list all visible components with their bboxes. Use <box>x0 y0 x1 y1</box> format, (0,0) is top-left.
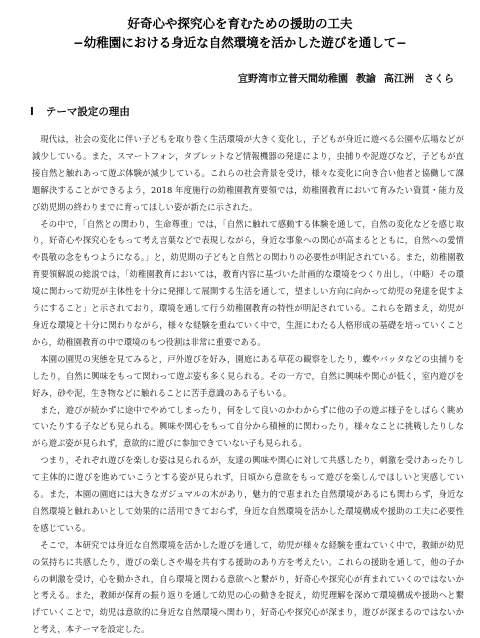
author-role: 教諭 <box>356 74 376 85</box>
paragraph: つまり，それぞれ遊びを楽しむ姿は見られるが，友達の興味や関心に対して共感したり，刺激を受けあったりして主体的に遊びを進めていこうとする姿が見られず，日頃から意欲をもって遊びを楽しんでほしいと実感している。また，本園の園庭には大きなガジュマルの木があり，魅力的で恵まれた自然環境があるにも関わらず，身近な自然環境と触れあいとして効果的に活用できておらず，身近な自然環境を活かした環境構成や援助の工夫に必要性を感じている。 <box>32 455 464 533</box>
section-heading <box>30 104 130 119</box>
section-body <box>32 131 464 638</box>
paragraph: そこで，本研究では身近な自然環境を活かした遊びを通して，幼児が様々な経験を重ねていく中で，教師が幼児の気持ちに共感したり，遊びの楽しさや場を共有する援助のあり方を考えたい。これらの援助を通して，他の子からの刺激を受け，心を動かされ，自ら環境と関わる意欲へと繋がり，好奇心や探究心が育まれていくのではないかと考える。また，教師が保育の振り返りを通して幼児の心の動きを捉え，幼児理解を深めて環境構成や援助へと繋げていくことで，幼児は意欲的に身近な自然環境へ関わり，好奇心や探究心が深まり，遊びが深まるのではないかと考え，本テーマを設定した。 <box>32 539 464 635</box>
section-number: Ⅰ <box>30 106 34 118</box>
paragraph: また，遊びが続かずに途中でやめてしまったり，何をして良いのかわからずに他の子の遊ぶ様子をしばらく眺めていたりする子なども見られる。興味や関心をもって自分から積極的に関わったり，様々なことに挑戦したりしながら遊ぶ姿が見られず，意欲的に遊びに参加できていない子も見られる。 <box>32 404 464 449</box>
paragraph: 現代は，社会の変化に伴い子どもを取り巻く生活環境が大きく変化し，子どもが身近に遊べる公園や広場などが減少している。また，スマートフォン，タブレットなど情報機器の発達により，虫捕りや泥遊びなど，子どもが直接自然と触れあって遊ぶ体験が減少している。これらの社会背景を受け，様々な変化に向き合い他者と協働して課題解決することができるよう，2018 年度施行の幼稚園教育要領では，幼稚園教育において育みたい資質・能力及び幼児期の終わりまでに育ってほしい姿が新たに示された。 <box>32 134 464 212</box>
author-line <box>230 70 454 85</box>
section-title: テーマ設定の理由 <box>45 106 130 118</box>
paragraph: その中で，「自然との関わり，生命尊重」では，「自然に触れて感動する体験を通して，自然の変化などを感じ取り，好奇心や探究心をもって考え言葉などで表現しながら，身近な事象への関心が高まるとともに，自然への愛情や畏敬の念をもつようになる。」と，幼児期の子どもと自然との関わりの必要性が明記されている。また，幼稚園教育要領解説の総説では，「幼稚園教育においては，教育内容に基づいた計画的な環境をつくり出し，（中略）その環境に関わって幼児が主体性を十分に発揮して展開する生活を通して，望ましい方向に向かって幼児の発達を促すようにすること」と示されており，環境を通して行う幼稚園教育の特性が明記されている。これらを踏まえ，幼児が身近な環境と十分に関わりながら，様々な経験を重ねていく中で，生涯にわたる人格形成の基礎を培っていくことから，幼稚園教育の中で環境のもつ役割は非常に重要である。 <box>32 218 464 347</box>
document-title: 好奇心や探究心を育むための援助の工夫 <box>127 16 353 31</box>
author-name: 高江洲 さくら <box>384 74 454 85</box>
paragraph: 本園の園児の実態を見てみると，戸外遊びを好み，園庭にある草花の観察をしたり，蝶やバッタなどの虫捕りをしたり，自然に興味をもって関わって遊ぶ姿も多く見られる。その一方で，自然に興味や関心が低く，室内遊びを好み，砂や泥，生き物などに触れることに苦手意識のある子もいる。 <box>32 353 464 398</box>
document-subtitle: −幼稚園における身近な自然環境を活かした遊びを通して− <box>73 35 407 50</box>
author-affiliation: 宜野湾市立普天間幼稚園 <box>238 74 348 85</box>
